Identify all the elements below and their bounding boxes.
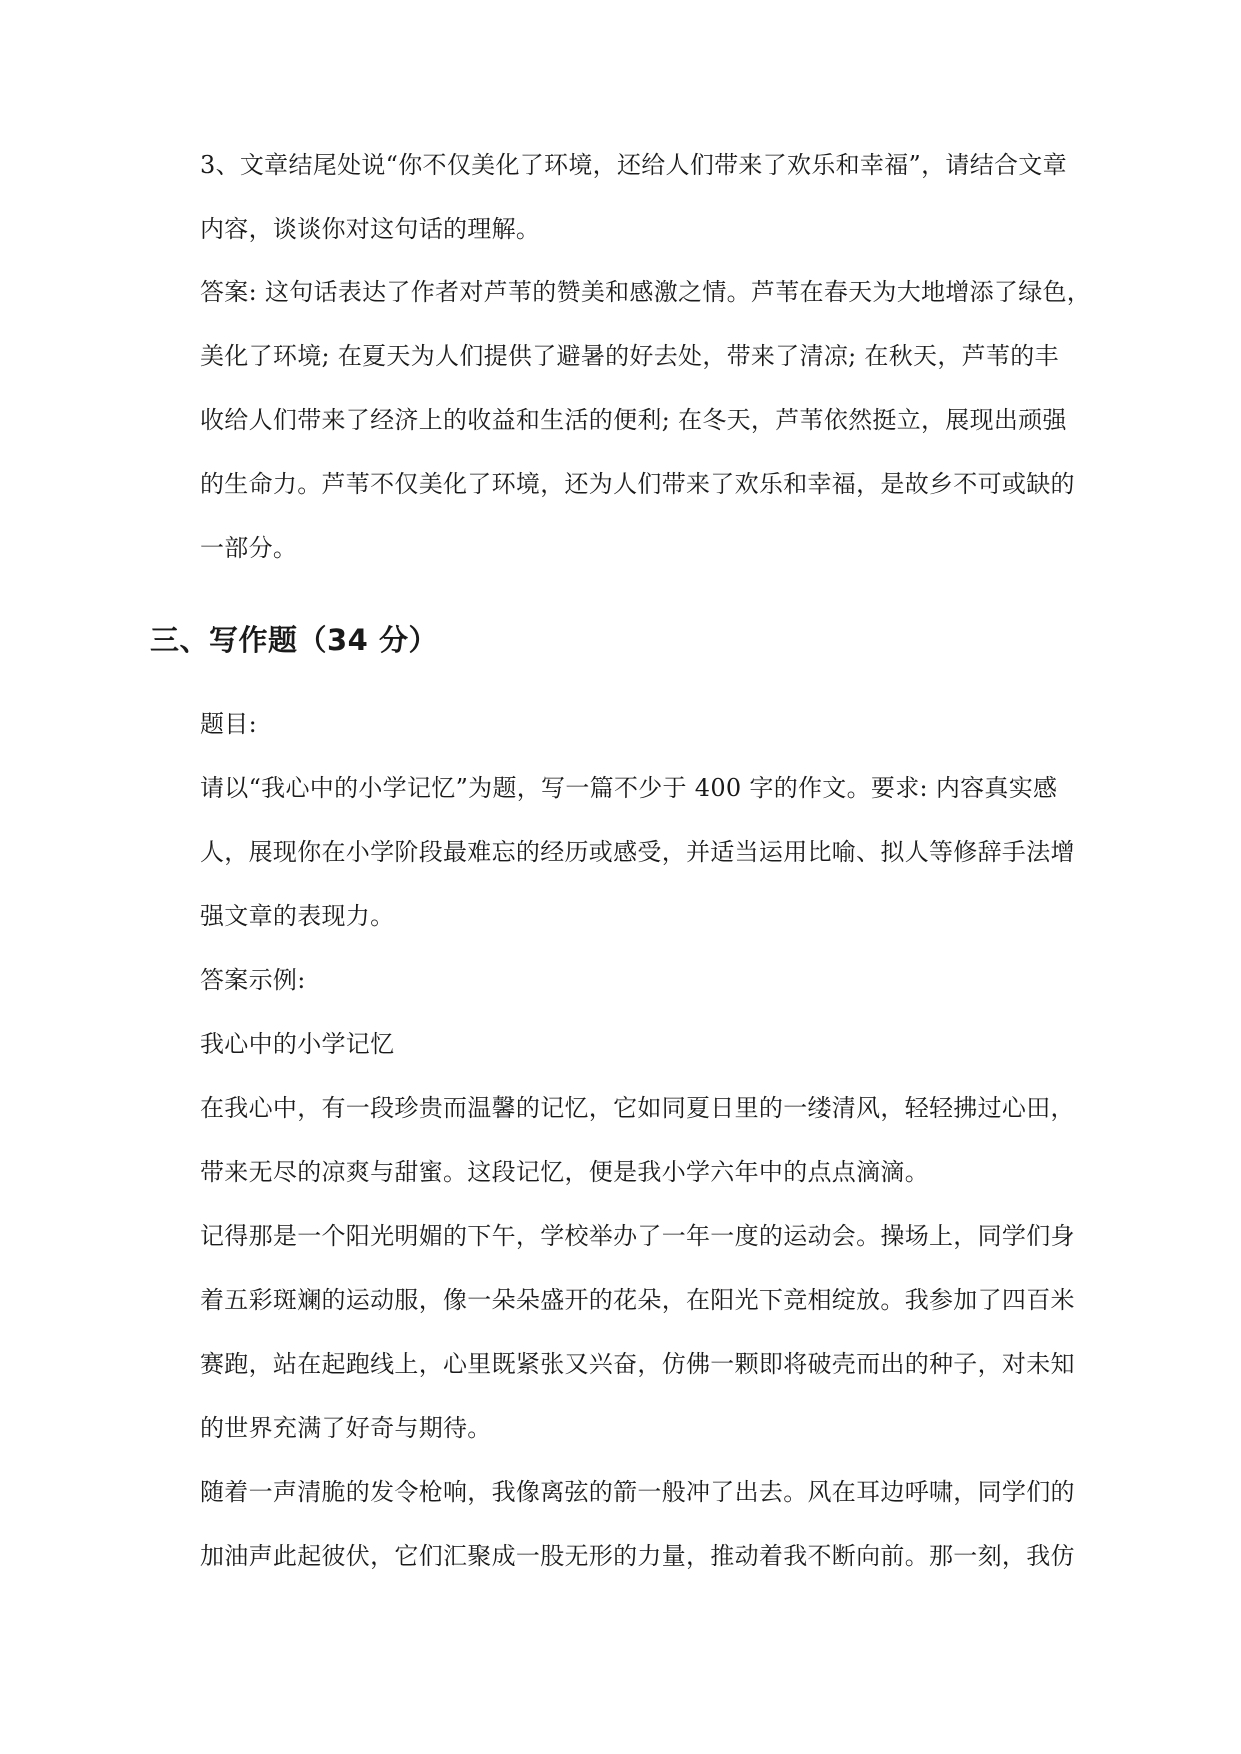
question-3-line-2: 内容，谈谈你对这句话的理解。	[200, 215, 541, 243]
answer-3-line-1: 答案: 这句话表达了作者对芦苇的赞美和感激之情。芦苇在春天为大地增添了绿色，	[200, 278, 1092, 306]
essay-line-1: 在我心中，有一段珍贵而温馨的记忆，它如同夏日里的一缕清风，轻轻拂过心田，	[200, 1094, 1075, 1122]
essay-line-2: 带来无尽的凉爽与甜蜜。这段记忆，便是我小学六年中的点点滴滴。	[200, 1158, 929, 1186]
answer-3-line-3: 收给人们带来了经济上的收益和生活的便利; 在冬天，芦苇依然挺立，展现出顽强	[200, 406, 1067, 434]
prompt-line-2: 人，展现你在小学阶段最难忘的经历或感受，并适当运用比喻、拟人等修辞手法增	[200, 838, 1075, 866]
example-label: 答案示例:	[200, 966, 306, 994]
prompt-label: 题目:	[200, 710, 257, 738]
answer-3-line-2: 美化了环境; 在夏天为人们提供了避暑的好去处，带来了清凉; 在秋天，芦苇的丰	[200, 342, 1059, 370]
essay-line-3: 记得那是一个阳光明媚的下午，学校举办了一年一度的运动会。操场上，同学们身	[200, 1222, 1075, 1250]
essay-line-4: 着五彩斑斓的运动服，像一朵朵盛开的花朵，在阳光下竞相绽放。我参加了四百米	[200, 1286, 1075, 1314]
prompt-line-3: 强文章的表现力。	[200, 902, 395, 930]
essay-title: 我心中的小学记忆	[200, 1030, 395, 1058]
essay-line-6: 的世界充满了好奇与期待。	[200, 1414, 492, 1442]
essay-line-7: 随着一声清脆的发令枪响，我像离弦的箭一般冲了出去。风在耳边呼啸，同学们的	[200, 1478, 1075, 1506]
answer-3-line-4: 的生命力。芦苇不仅美化了环境，还为人们带来了欢乐和幸福，是故乡不可或缺的	[200, 470, 1075, 498]
essay-line-5: 赛跑，站在起跑线上，心里既紧张又兴奋，仿佛一颗即将破壳而出的种子，对未知	[200, 1350, 1075, 1378]
prompt-line-1: 请以“我心中的小学记忆”为题，写一篇不少于 400 字的作文。要求: 内容真实感	[200, 774, 1058, 802]
question-3-line-1: 3、文章结尾处说“你不仅美化了环境，还给人们带来了欢乐和幸福”，请结合文章	[200, 151, 1067, 179]
section-heading-writing: 三、写作题（34 分）	[150, 623, 438, 657]
answer-3-line-5: 一部分。	[200, 534, 298, 562]
essay-line-8: 加油声此起彼伏，它们汇聚成一股无形的力量，推动着我不断向前。那一刻，我仿	[200, 1542, 1075, 1570]
